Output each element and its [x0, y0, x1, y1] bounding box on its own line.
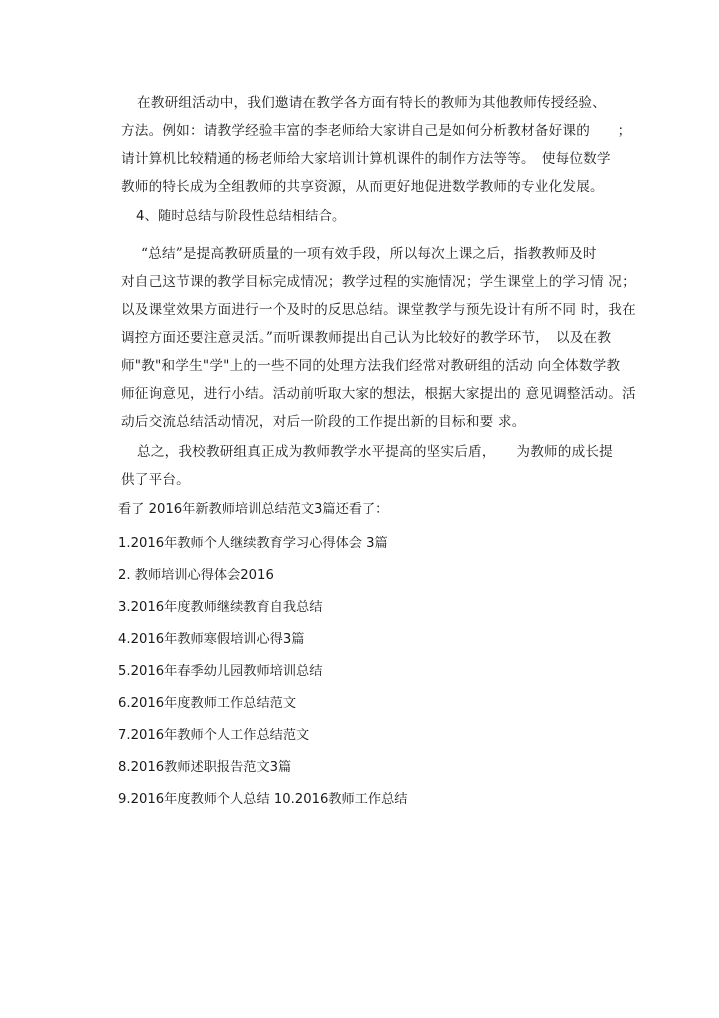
- paragraph-1-line-2: 方法。例如：请教学经验丰富的李老师给大家讲自己是如何分析教材备好课的 ；: [121, 123, 632, 139]
- related-item-4[interactable]: 4.2016年教师寒假培训心得3篇: [118, 632, 305, 647]
- paragraph-2-line-7: 动后交流总结活动情况，对后一阶段的工作提出新的目标和要 求。: [121, 414, 526, 430]
- related-item-2[interactable]: 2. 教师培训心得体会2016: [118, 568, 274, 583]
- related-intro: 看了 2016年新教师培训总结范文3篇还看了：: [118, 502, 389, 517]
- paragraph-2-line-5: 师"教"和学生"学"上的一些不同的处理方法我们经常对教研组的活动 向全体数学教: [121, 358, 621, 374]
- paragraph-2-line-6: 师征询意见，进行小结。活动前听取大家的想法，根据大家提出的 意见调整活动。活: [121, 386, 636, 402]
- paragraph-2-line-2: 对自己这节课的教学目标完成情况；教学过程的实施情况；学生课堂上的学习情 况；: [121, 274, 636, 290]
- paragraph-1-line-4: 教师的特长成为全组教师的共享资源，从而更好地促进数学教师的专业化发展。: [121, 179, 604, 195]
- paragraph-2-line-3: 以及课堂效果方面进行一个及时的反思总结。课堂教学与预先设计有所不同 时，我在: [121, 302, 636, 318]
- related-item-8[interactable]: 8.2016教师述职报告范文3篇: [118, 760, 292, 775]
- paragraph-1-line-1: 在教研组活动中，我们邀请在教学各方面有特长的教师为其他教师传授经验、: [137, 95, 606, 111]
- paragraph-3-line-2: 供了平台。: [121, 472, 190, 488]
- section-heading-4: 4、随时总结与阶段性总结相结合。: [136, 209, 346, 224]
- paragraph-2-line-4: 调控方面还要注意灵活。”而听课教师提出自己认为比较好的教学环节， 以及在教: [121, 330, 612, 346]
- related-item-9[interactable]: 9.2016年度教师个人总结 10.2016教师工作总结: [118, 792, 408, 807]
- related-item-6[interactable]: 6.2016年度教师工作总结范文: [118, 696, 297, 711]
- paragraph-3-line-1: 总之，我校教研组真正成为教师教学水平提高的坚实后盾， 为教师的成长提: [137, 444, 613, 460]
- paragraph-2-line-1: “总结”是提高教研质量的一项有效手段，所以每次上课之后，指教教师及时: [141, 246, 597, 262]
- paragraph-1-line-3: 请计算机比较精通的杨老师给大家培训计算机课件的制作方法等等。 使每位数学: [121, 151, 611, 167]
- related-item-7[interactable]: 7.2016年教师个人工作总结范文: [118, 728, 310, 743]
- related-item-5[interactable]: 5.2016年春季幼儿园教师培训总结: [118, 664, 323, 679]
- related-item-3[interactable]: 3.2016年度教师继续教育自我总结: [118, 600, 323, 615]
- related-item-1[interactable]: 1.2016年教师个人继续教育学习心得体会 3篇: [118, 536, 388, 551]
